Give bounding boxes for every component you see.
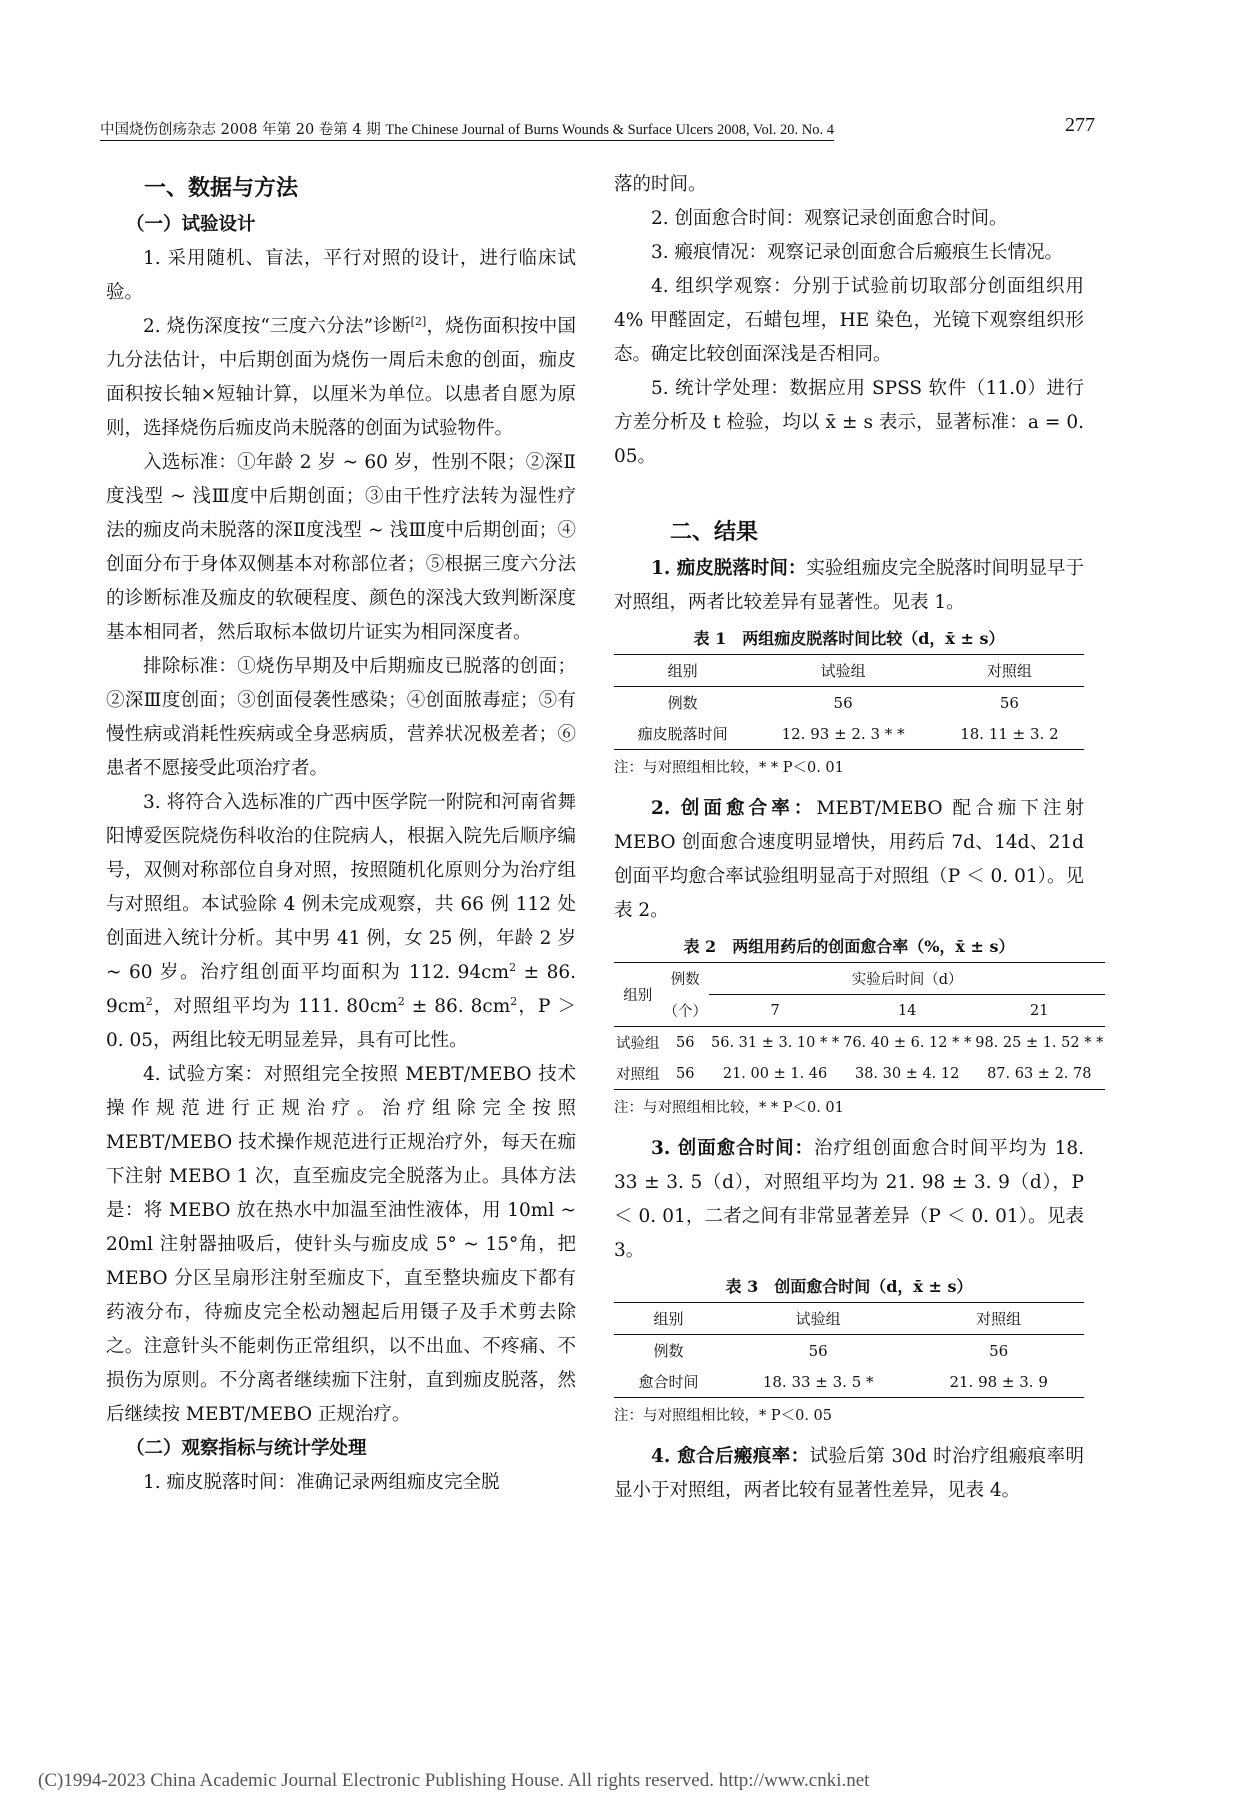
table-row: 例数 56 56	[667, 693, 1019, 712]
table-caption: 表 2 两组用药后的创面愈合率（%，x̄ ± s）	[683, 937, 1015, 956]
citation-ref: [2]	[410, 314, 427, 328]
table-header: 组别	[614, 963, 662, 1027]
paragraph: 2. 创面愈合率：MEBT/MEBO 配合痂下注射 MEBO 创面愈合速度明显增快，用药后 7d、14d、21d 创面平均愈合率试验组明显高于对照组（P ＜ 0. 01）。见表 2。	[614, 798, 1084, 921]
copyright-footer: (C)1994-2023 China Academic Journal Electronic Publishing House. All rights reserved. http://www.cnki.net	[38, 1770, 870, 1791]
page-number: 277	[1065, 114, 1095, 136]
table-header: 实验后时间（d）	[709, 963, 1105, 995]
table-note: 注：与对照组相比较，* P＜0. 05	[614, 1408, 833, 1424]
paragraph-exclusion-criteria: 排除标准：①烧伤早期及中后期痂皮已脱落的创面；②深Ⅲ度创面；③创面侵袭性感染；④创面脓毒症；⑤有慢性病或消耗性疾病或全身恶病质，营养状况极差者；⑥患者不愿接受此项治疗者。	[106, 656, 576, 779]
table-header: 组别	[614, 655, 751, 687]
paragraph: 3. 创面愈合时间：治疗组创面愈合时间平均为 18. 33 ± 3. 5（d），对照组平均为 21. 98 ± 3. 9（d），P ＜ 0. 01，二者之间有非常显著差异（P ＜ 0. 01）。见表 3。	[614, 1138, 1084, 1261]
paragraph: 5. 统计学处理：数据应用 SPSS 软件（11.0）进行方差分析及 t 检验，均以 x̄ ± s 表示，显著标准：a = 0. 05。	[614, 378, 1084, 467]
table-caption: 表 1 两组痂皮脱落时间比较（d，x̄ ± s）	[693, 629, 1005, 648]
table-row: 例数 56 56	[653, 1341, 1009, 1360]
table-header: 对照组	[913, 1303, 1084, 1335]
table-row: 愈合时间 18. 33 ± 3. 5 * 21. 98 ± 3. 9	[638, 1372, 1048, 1391]
journal-name-en: The Chinese Journal of Burns Wounds & Surface Ulcers 2008, Vol. 20. No. 4	[385, 122, 835, 138]
table-header: 试验组	[723, 1303, 913, 1335]
paragraph: 1. 痂皮脱落时间：准确记录两组痂皮完全脱	[143, 1472, 500, 1493]
table-caption: 表 3 创面愈合时间（d，x̄ ± s）	[725, 1277, 973, 1296]
paragraph-protocol: 4. 试验方案：对照组完全按照 MEBT/MEBO 技术操作规范进行正规治疗。治疗组除完全按照 MEBT/MEBO 技术操作规范进行正规治疗外，每天在痂下注射 MEBO 1 次，直至痂皮完全脱落为止。具体方法是：将 MEBO 放在热水中加温至油性液体，用 10ml ~ 20ml 注射器抽吸后，使针头与痂皮成 5° ~ 15°角，把 MEBO 分区呈扇形注射至痂皮下，直至整块痂皮下都有药液分布，待痂皮完全松动翘起后用镊子及手术剪去除之。注意针头不能刺伤正常组织，以不出血、不疼痛、不损伤为原则。不分离者继续痂下注射，直到痂皮脱落，然后继续按 MEBT/MEBO 正规治疗。	[106, 1064, 576, 1425]
paragraph: 3. 将符合入选标准的广西中医学院一附院和河南省舞阳博爱医院烧伤科收治的住院病人，根据入院先后顺序编号，双侧对称部位自身对照，按照随机化原则分为治疗组与对照组。本试验除 4 例未完成观察，共 66 例 112 处创面进入统计分析。其中男 41 例，女 25 例，年龄 2 岁 ~ 60 岁。治疗组创面平均面积为 112. $94cm^2 \pm 86$. $9cm^2$，对照组平均为 111. $80cm^2 \pm 86$. $8cm^2$，P ＞ 0. 05，两组比较无明显差异，具有可比性。	[106, 792, 576, 1051]
paragraph: 2. 烧伤深度按“三度六分法”诊断[2]，烧伤面积按中国九分法估计，中后期创面为烧伤一周后未愈的创面，痂皮面积按长轴×短轴计算，以厘米为单位。以患者自愿为原则，选择烧伤后痂皮尚未脱落的创面为试验物件。	[106, 314, 576, 439]
subsection-heading-indicators: （二）观察指标与统计学处理	[126, 1438, 367, 1459]
table-header: 试验组	[751, 655, 935, 687]
right-column	[614, 168, 1104, 1508]
paragraph: 1. 痂皮脱落时间：实验组痂皮完全脱落时间明显早于对照组，两者比较差异有显著性。见表 1。	[614, 558, 1084, 613]
table-row: 对照组 56 21. 00 ± 1. 46 38. 30 ± 4. 12 87. 63 ± 2. 78	[616, 1065, 1092, 1083]
table-header: （个）	[662, 995, 710, 1027]
table-3	[614, 1302, 1084, 1398]
table-header: 7	[709, 995, 841, 1027]
section-heading-results: 二、结果	[670, 519, 759, 545]
table-2	[614, 962, 1105, 1090]
table-header: 14	[841, 995, 973, 1027]
journal-citation	[100, 118, 834, 141]
table-header: 对照组	[935, 655, 1084, 687]
table-note: 注：与对照组相比较，* * P＜0. 01	[614, 1100, 844, 1116]
section-heading-methods: 一、数据与方法	[144, 175, 299, 201]
table-header: 21	[973, 995, 1105, 1027]
paragraph: 2. 创面愈合时间：观察记录创面愈合时间。	[651, 208, 1008, 229]
paragraph: 3. 瘢痕情况：观察记录创面愈合后瘢痕生长情况。	[651, 242, 1064, 263]
subsection-heading-design: （一）试验设计	[126, 214, 256, 235]
table-header: 组别	[614, 1303, 723, 1335]
table-row: 痂皮脱落时间 12. 93 ± 2. 3 * * 18. 11 ± 3. 2	[637, 724, 1059, 743]
paragraph: 4. 愈合后瘢痕率：试验后第 30d 时治疗组瘢痕率明显小于对照组，两者比较有显著性差异，见表 4。	[614, 1446, 1084, 1501]
table-header: 例数	[670, 972, 700, 989]
table-1	[614, 654, 1084, 750]
left-column	[106, 168, 576, 1500]
paragraph-inclusion-criteria: 入选标准：①年龄 2 岁 ~ 60 岁，性别不限；②深Ⅱ度浅型 ~ 浅Ⅲ度中后期创面；③由干性疗法转为湿性疗法的痂皮尚未脱落的深Ⅱ度浅型 ~ 浅Ⅲ度中后期创面；④创面分布于身体双侧基本对称部位者；⑤根据三度六分法的诊断标准及痂皮的软硬程度、颜色的深浅大致判断深度基本相同者，然后取标本做切片证实为相同深度者。	[106, 452, 576, 643]
paragraph: 落的时间。	[614, 174, 707, 195]
table-note: 注：与对照组相比较，* * P＜0. 01	[614, 760, 844, 776]
table-row: 试验组 56 56. 31 ± 3. 10 * * 76. 40 ± 6. 12 * * 98. 25 ± 1. 52 * *	[616, 1034, 1104, 1052]
paragraph: 1. 采用随机、盲法，平行对照的设计，进行临床试验。	[106, 248, 576, 303]
running-header	[100, 114, 1095, 144]
journal-name-cn: 中国烧伤创疡杂志 2008 年第 20 卷第 4 期	[100, 122, 381, 138]
paragraph: 4. 组织学观察：分别于试验前切取部分创面组织用 4% 甲醛固定，石蜡包埋，HE 染色，光镜下观察组织形态。确定比较创面深浅是否相同。	[614, 276, 1084, 365]
